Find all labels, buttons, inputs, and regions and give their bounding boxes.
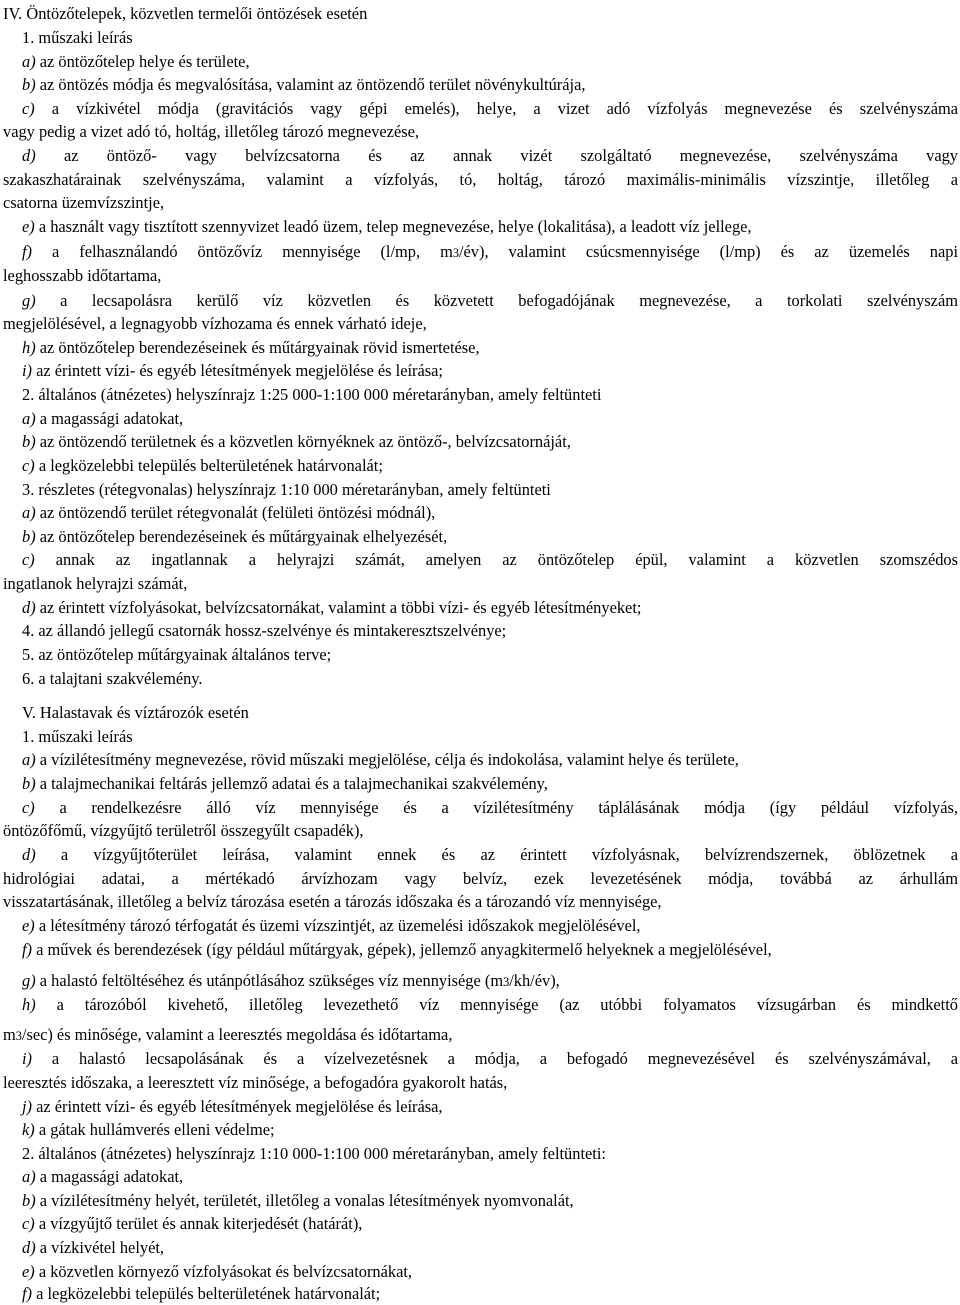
v-1b [22,773,548,795]
item-text: a tározóból kivehető, illetőleg levezethető víz mennyisége (az utóbbi folyamatos vízsugárban és mindkettő [35,995,958,1014]
item-label: b) [22,527,36,546]
iv-1d-cont2: csatorna üzemvízszintje, [3,193,165,212]
section-v-heading: V. Halastavak és víztározók esetén [22,703,249,722]
v-2d [22,1237,164,1259]
item-label: e) [22,916,35,935]
item-label: c) [22,456,35,475]
item-label: c) [22,798,35,817]
item-label: b) [22,774,36,793]
item-label: c) [22,99,35,118]
superscript: 3 [503,975,510,989]
item-label: a) [22,52,36,71]
iv-item-4: 4. az állandó jellegű csatornák hossz-szelvénye és mintakeresztszelvénye; [22,621,507,640]
v-1e [22,915,641,937]
iv-1i [22,360,443,382]
item-label: d) [22,598,36,617]
item-text: a létesítmény tározó térfogatát és üzemi vízszintjét, az üzemelési időszakok megjelölésével, [34,916,641,935]
item-text: a közvetlen környező vízfolyásokat és belvízcsatornákat, [34,1262,413,1281]
item-text: az érintett vízfolyásokat, belvízcsatornákat, valamint a többi vízi- és egyéb létesítményeket; [35,598,642,617]
item-text: a vízilétesítmény helyét, területét, illetőleg a vonalas létesítmények nyomvonalát, [35,1191,574,1210]
item-label: b) [22,75,36,94]
v-1c [22,797,958,819]
v-1f [22,939,772,961]
item-text: a vízgyűjtő terület és annak kiterjedését (határát), [34,1214,363,1233]
v-item-2: 2. általános (átnézetes) helyszínrajz 1:10 000-1:100 000 méretarányban, amely feltünteti: [22,1144,606,1163]
iv-1c-cont: vagy pedig a vizet adó tó, holtág, illetőleg tározó megnevezése, [3,122,419,141]
item-label: d) [22,1238,36,1257]
iv-item-2: 2. általános (átnézetes) helyszínrajz 1:25 000-1:100 000 méretarányban, amely feltünteti [22,385,602,404]
item-text: az öntözendő terület rétegvonalát (felületi öntözési módnál), [35,503,436,522]
item-label: e) [22,1262,35,1281]
item-text: m [3,1025,16,1044]
item-text: annak az ingatlannak a helyrajzi számát, amelyen az öntözőtelep épül, valamint a közvetlen szomszédos [34,550,958,569]
v-2f [22,1283,380,1305]
item-text: az öntözés módja és megvalósítása, valamint az öntözendő terület növénykultúrája, [35,75,586,94]
iv-1h [22,337,480,359]
item-label: a) [22,503,36,522]
iv-item-3: 3. részletes (rétegvonalas) helyszínrajz 1:10 000 méretarányban, amely feltünteti [22,480,551,499]
item-text: az öntözendő területnek és a közvetlen környéknek az öntöző-, belvízcsatornáját, [35,432,571,451]
v-2b [22,1190,574,1212]
v-1d-cont: hidrológiai adatai, a mértékadó árvízhozam vagy belvíz, ezek levezetésének módja, továbbá az árhullám [3,869,958,888]
item-label: h) [22,338,36,357]
item-label: e) [22,217,35,236]
iv-1f-cont: leghosszabb időtartama, [3,266,162,285]
item-text: a használt vagy tisztított szennyvizet leadó üzem, telep megnevezése, helye (lokalitása), a leadott víz jellege, [34,217,752,236]
item-label: h) [22,995,36,1014]
v-1j [22,1096,443,1118]
iv-1a [22,51,250,73]
item-text: a vízkivétel módja (gravitációs vagy gépi emelés), helye, a vizet adó vízfolyás megnevezése és szelvényszáma [34,99,958,118]
item-label: d) [22,845,36,864]
v-1d-cont2: visszatartásának, illetőleg a belvíz tározása esetén a tározás időszaka és a tározandó víz mennyisége, [3,892,662,911]
v-1g [22,970,560,992]
iv-3c-cont: ingatlanok helyrajzi számát, [3,574,188,593]
item-text: az érintett vízi- és egyéb létesítmények megjelölése és leírása, [32,1097,443,1116]
item-label: f) [22,1284,33,1303]
section-iv-heading: IV. Öntözőtelepek, közvetlen termelői öntözések esetén [3,4,368,23]
item-text: a talajmechanikai feltárás jellemző adatai és a talajmechanikai szakvélemény, [35,774,548,793]
item-text: a rendelkezésre álló víz mennyisége és a vízilétesítmény táplálásának módja (így például vízfolyás, [34,798,958,817]
iv-1b [22,74,585,96]
iv-1e [22,216,752,238]
item-text: a vízilétesítmény megnevezése, rövid műszaki megjelölése, célja és indokolása, valamint helye és területe, [35,750,739,769]
item-label: b) [22,1191,36,1210]
item-text: a felhasználandó öntözővíz mennyisége (l/mp, m [32,242,453,261]
superscript: 3 [452,246,459,260]
item-text: a lecsapolásra kerülő víz közvetlen és közvetett befogadójának megnevezése, a torkolati szelvényszám [35,291,958,310]
item-label: f) [22,940,33,959]
v-1k [22,1119,275,1141]
item-text: az öntözőtelep helye és területe, [35,52,250,71]
item-label: c) [22,550,35,569]
item-label: a) [22,409,36,428]
item-label: k) [22,1120,35,1139]
item-label: j) [22,1097,33,1116]
item-label: f) [22,242,33,261]
item-text: az öntöző- vagy belvízcsatorna és az annak vizét szolgáltató megnevezése, szelvényszáma vagy [35,146,958,165]
v-1c-cont: öntözőfőmű, vízgyűjtő területről összegyűlt csapadék), [3,821,364,840]
iv-item-6: 6. a talajtani szakvélemény. [22,669,203,688]
iv-item-5: 5. az öntözőtelep műtárgyainak általános terve; [22,645,332,664]
item-text: a vízkivétel helyét, [35,1238,164,1257]
iv-item-1: 1. műszaki leírás [22,28,133,47]
item-text: az érintett vízi- és egyéb létesítmények megjelölése és leírása; [32,361,443,380]
item-label: d) [22,146,36,165]
v-1a [22,749,739,771]
iv-1g-cont: megjelölésével, a legnagyobb vízhozama és ennek várható ideje, [3,314,427,333]
v-item-1: 1. műszaki leírás [22,727,133,746]
v-2c [22,1213,362,1235]
v-1h [22,994,958,1016]
item-label: b) [22,432,36,451]
item-label: a) [22,750,36,769]
item-text: /év), valamint csúcsmennyisége (l/mp) és az üzemelés napi [458,242,959,261]
iv-3c [22,549,958,571]
item-text: a halastó feltöltéséhez és utánpótlásához szükséges víz mennyisége (m [35,971,504,990]
item-label: i) [22,1049,33,1068]
item-text: /kh/év), [509,971,560,990]
iv-3b [22,526,447,548]
v-1d [22,844,958,866]
item-text: a halastó lecsapolásának és a vízelvezetésnek a módja, a befogadó megnevezésével és szelvényszámával, a [32,1049,958,1068]
v-1i-cont: leeresztés időszaka, a leeresztett víz minősége, a befogadóra gyakorolt hatás, [3,1073,508,1092]
item-text: a legközelebbi település belterületének határvonalát; [34,456,383,475]
iv-1f [22,241,958,263]
item-text: a magassági adatokat, [35,1167,184,1186]
iv-1d-cont: szakaszhatárainak szelvényszáma, valamint a vízfolyás, tó, holtág, tározó maximális-minimális vízszintje, illetőleg a [3,170,958,189]
iv-1d [22,145,958,167]
iv-3d [22,597,641,619]
iv-2a [22,408,183,430]
item-text: a művek és berendezések (így például műtárgyak, gépek), jellemző anyagkitermelő helyeknek a megjelölésével, [32,940,772,959]
v-2e [22,1261,412,1283]
item-text: a magassági adatokat, [35,409,184,428]
iv-2c [22,455,383,477]
item-label: i) [22,361,33,380]
item-label: g) [22,291,36,310]
item-text: a vízgyűjtőterület leírása, valamint ennek és az érintett vízfolyásnak, belvízrendszernek, öblözetnek a [35,845,958,864]
superscript: 3 [15,1029,22,1043]
item-text: /sec) és minősége, valamint a leeresztés megoldása és időtartama, [21,1025,453,1044]
item-label: a) [22,1167,36,1186]
v-1i [22,1048,958,1070]
item-text: az öntözőtelep berendezéseinek és műtárgyainak rövid ismertetése, [35,338,480,357]
iv-2b [22,431,571,453]
item-text: az öntözőtelep berendezéseinek és műtárgyainak elhelyezését, [35,527,448,546]
iv-3a [22,502,435,524]
item-text: a legközelebbi település belterületének határvonalát; [32,1284,381,1303]
v-1h-cont [3,1024,452,1046]
item-label: c) [22,1214,35,1233]
item-label: g) [22,971,36,990]
iv-1c [22,98,958,120]
v-2a [22,1166,183,1188]
iv-1g [22,290,958,312]
item-text: a gátak hullámverés elleni védelme; [34,1120,275,1139]
